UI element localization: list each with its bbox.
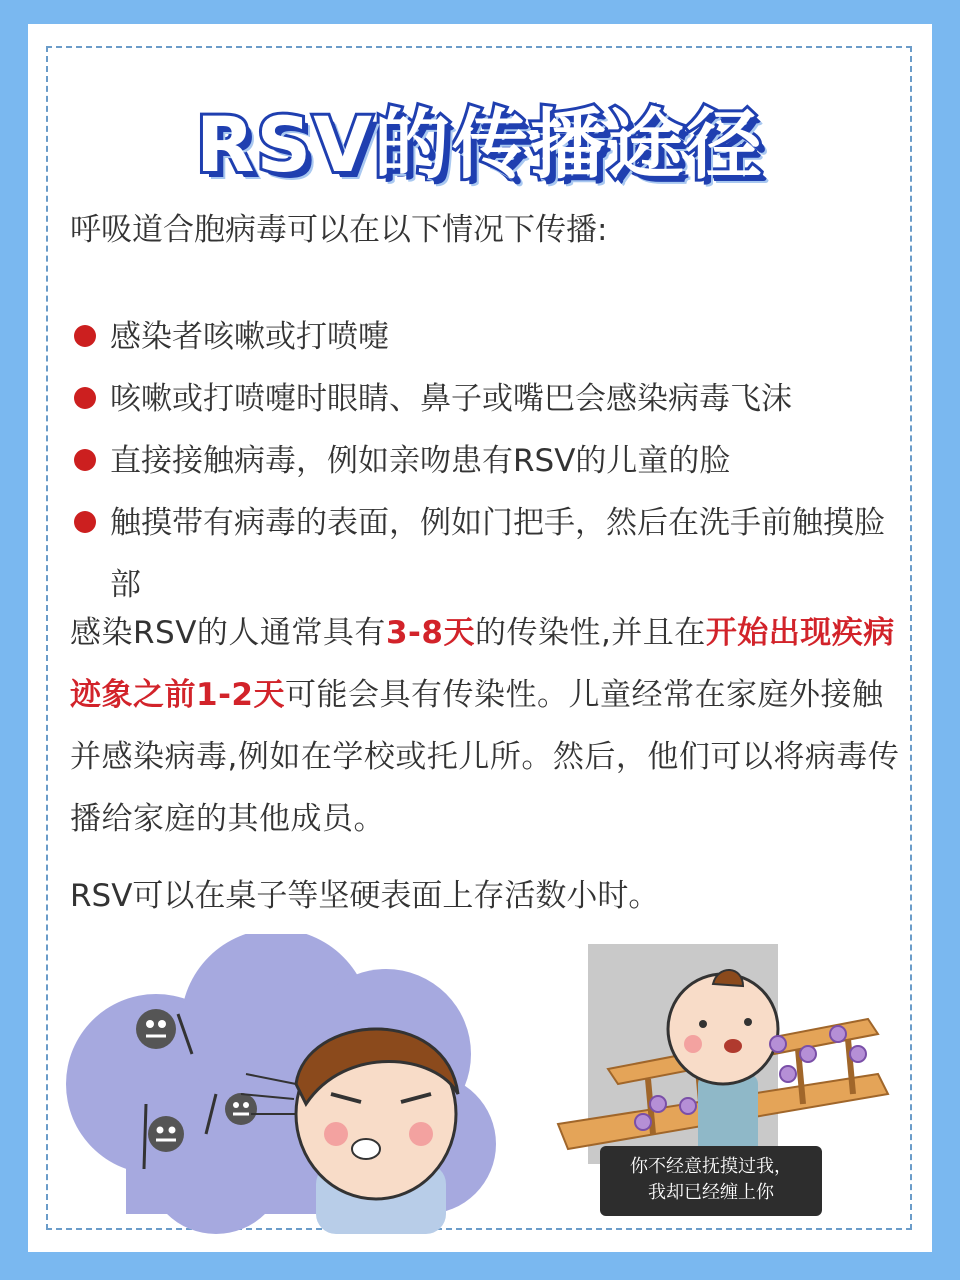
caption-box bbox=[600, 1146, 822, 1216]
highlight-days: 3-8天 bbox=[385, 615, 475, 651]
paragraph-text: 可能会具有传染性。儿童经常在家庭外接触并感染病毒,例如在学校或托儿所。然后，他们可以将病毒传播给家庭的其他成员。 bbox=[70, 677, 900, 837]
list-item bbox=[70, 492, 900, 616]
bullet-dot-icon bbox=[74, 511, 96, 533]
bullet-dot-icon bbox=[74, 449, 96, 471]
sneezing-boy-illustration bbox=[66, 934, 506, 1234]
page-title: RSV的传播途径 bbox=[195, 100, 765, 189]
caption-line: 我却已经缠上你 bbox=[648, 1182, 774, 1203]
tail-text: RSV可以在桌子等坚硬表面上存活数小时。 bbox=[70, 878, 660, 914]
bullet-text: 咳嗽或打喷嚏时眼睛、鼻子或嘴巴会感染病毒飞沫 bbox=[110, 381, 792, 417]
bullet-text: 直接接触病毒，例如亲吻患有RSV的儿童的脸 bbox=[110, 443, 731, 479]
bullet-dot-icon bbox=[74, 387, 96, 409]
list-item bbox=[70, 430, 900, 492]
intro-text: 呼吸道合胞病毒可以在以下情况下传播: bbox=[70, 212, 608, 248]
list-item bbox=[70, 306, 900, 368]
bullet-list bbox=[70, 306, 900, 616]
highlight-onset: 开始出现疾病迹象之前1-2天 bbox=[70, 615, 895, 713]
paragraph-text: 的传染性,并且在 bbox=[474, 615, 706, 651]
body-paragraph bbox=[70, 602, 900, 850]
caption-line: 你不经意抚摸过我， bbox=[630, 1156, 792, 1177]
content-card bbox=[28, 24, 932, 1252]
bullet-text: 触摸带有病毒的表面，例如门把手，然后在洗手前触摸脸部 bbox=[110, 505, 885, 603]
bullet-dot-icon bbox=[74, 325, 96, 347]
bullet-text: 感染者咳嗽或打喷嚏 bbox=[110, 319, 389, 355]
paragraph-text: 感染RSV的人通常具有 bbox=[70, 615, 386, 651]
list-item bbox=[70, 368, 900, 430]
